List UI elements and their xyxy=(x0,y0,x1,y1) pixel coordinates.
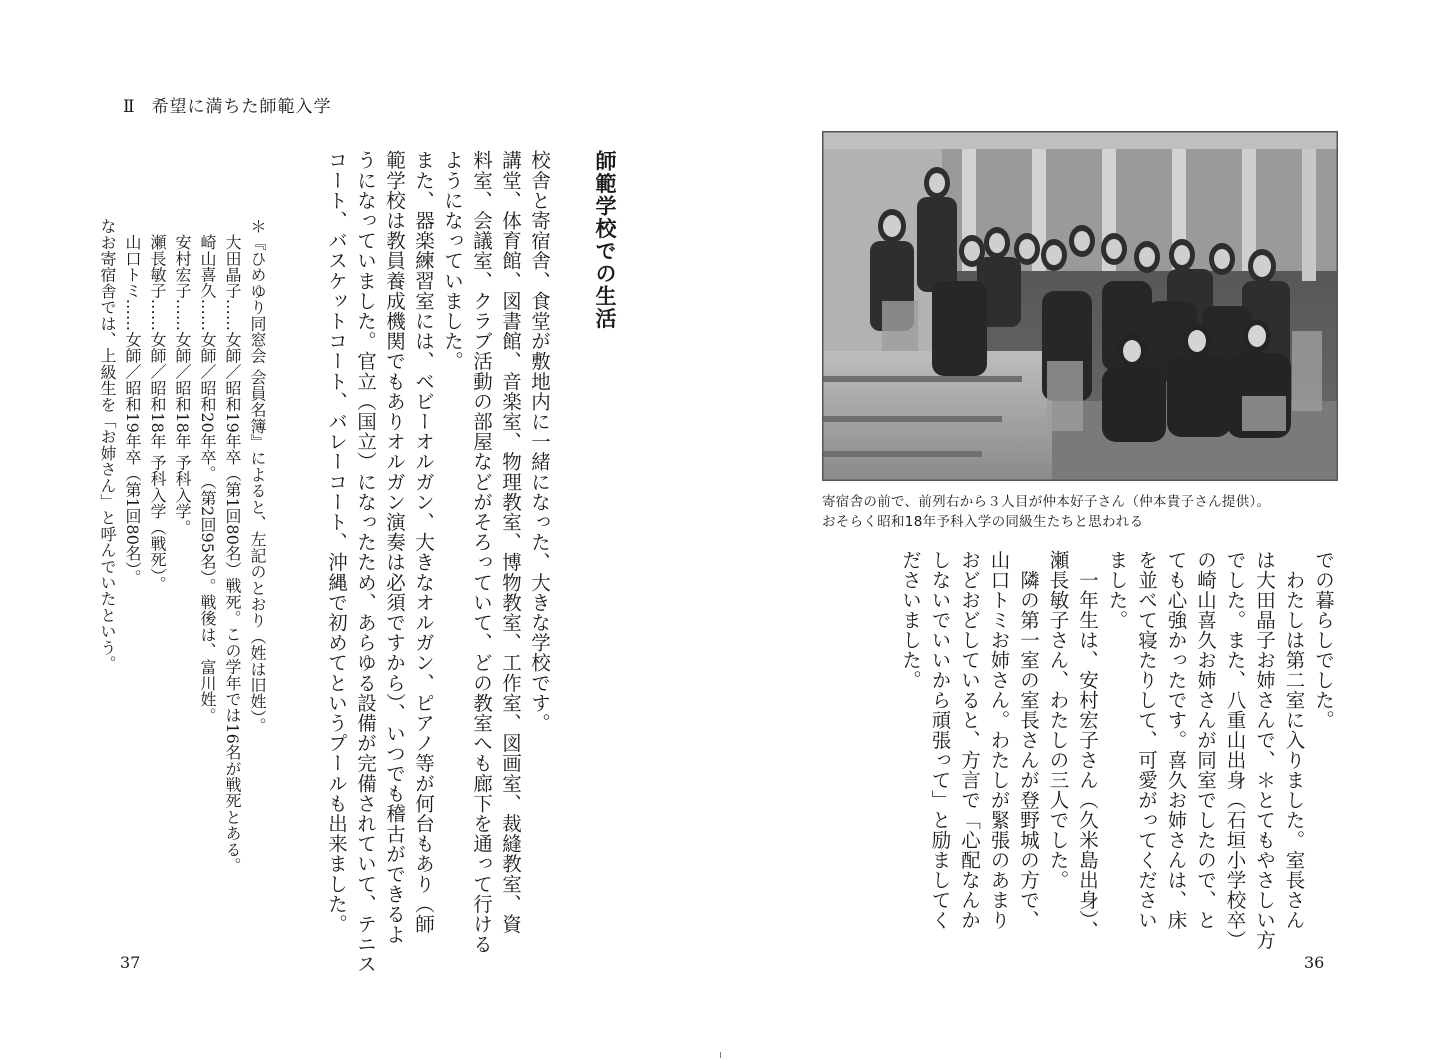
group-photo-icon xyxy=(822,131,1338,481)
body-text-right xyxy=(818,550,1338,960)
body-line: しないでいいから頑張って」と励ましてく xyxy=(928,550,952,930)
note-line: 崎山喜久……女師／昭和20年卒。（第2回95名）。戦後は、富川姓。 xyxy=(198,234,217,724)
body-line: 料室、会議室、クラブ活動の部屋などがそろっていて、どの教室へも廊下を通って行ける xyxy=(470,150,493,954)
running-head xyxy=(123,92,332,117)
body-line: ました。 xyxy=(1105,550,1129,630)
body-line: 校舎と寄宿舎、食堂が敷地内に一緒になった、大きな学校です。 xyxy=(528,150,551,733)
body-line: また、器楽練習室には、ベビーオルガン、大きなオルガン、ピアノ等が何台もあり（師 xyxy=(412,150,435,934)
body-line: を並べて寝たりして、可愛がってください xyxy=(1135,550,1158,930)
left-page xyxy=(0,0,722,1060)
body-line: 隣の第一室の室長さんが登野城の方で、 xyxy=(1017,569,1040,930)
caption-line: おそらく昭和18年予科入学の同級生たちと思われる xyxy=(822,514,1144,530)
note-line: なお寄宿舎では、上級生を「お姉さん」と呼んでいたという。 xyxy=(98,218,117,672)
body-line: おどおどしていると、方言で「心配なんか xyxy=(958,550,981,930)
body-line: ても心強かったです。喜久お姉さんは、床 xyxy=(1164,550,1188,930)
body-line: 範学校は教員養成機関でもありオルガン演奏は必須ですから）、いつでも稽古ができるよ xyxy=(383,150,406,945)
right-page xyxy=(722,0,1445,1060)
footnotes xyxy=(98,218,270,874)
body-line: は大田晶子お姉さんで、＊とてもやさしい方 xyxy=(1253,550,1276,950)
gutter-mark xyxy=(720,1052,721,1058)
note-line: ＊『ひめゆり同窓会 会員名簿』によると、左記のとおり（姓は旧姓）。 xyxy=(248,218,267,734)
note-line: 安村宏子……女師／昭和18年 予科入学。 xyxy=(173,234,192,536)
body-line: ようになっていました。 xyxy=(441,150,464,372)
note-line: 大田晶子……女師／昭和19年卒（第1回80名）戦死。この学年では16名が戦死とある。 xyxy=(223,234,242,874)
body-line: 講堂、体育館、図書館、音楽室、物理教室、博物教室、工作室、図画室、裁縫教室、資 xyxy=(499,150,522,934)
chapter-title: 希望に満ちた師範入学 xyxy=(151,97,332,117)
body-line: うになっていました。官立（国立）になったため、あらゆる設備が完備されていて、テニス xyxy=(354,150,377,975)
photo-caption xyxy=(822,492,1342,532)
body-line: コート、バスケットコート、バレーコート、沖縄で初めてというプールも出来ました。 xyxy=(325,150,348,934)
note-line: 山口トミ……女師／昭和19年卒（第1回80名）。 xyxy=(123,234,142,586)
section-heading: 師範学校での生活 xyxy=(593,150,617,330)
body-line: わたしは第二室に入りました。室長さん xyxy=(1282,569,1306,930)
caption-line: 寄宿舎の前で、前列右から３人目が仲本好子さん（仲本貴子さん提供）。 xyxy=(822,494,1271,510)
body-line: ださいました。 xyxy=(899,550,922,690)
page-number: 37 xyxy=(120,953,141,972)
page-number: 36 xyxy=(1304,953,1325,972)
body-line: 山口トミお姉さん。わたしが緊張のあまり xyxy=(987,550,1011,930)
group-photo xyxy=(822,131,1338,481)
body-line: の崎山喜久お姉さんが同室でしたので、と xyxy=(1194,550,1217,930)
body-line: での暮らしでした。 xyxy=(1312,550,1335,730)
body-line: 一年生は、安村宏子さん（久米島出身）、 xyxy=(1076,569,1099,940)
body-line: でした。また、八重山出身（石垣小学校卒） xyxy=(1223,550,1247,950)
chapter-number: Ⅱ xyxy=(123,97,136,117)
note-line: 瀬長敏子……女師／昭和18年 予科入学（戦死）。 xyxy=(148,234,167,593)
body-line: 瀬長敏子さん、わたしの三人でした。 xyxy=(1046,550,1070,890)
body-text-left xyxy=(322,150,554,975)
